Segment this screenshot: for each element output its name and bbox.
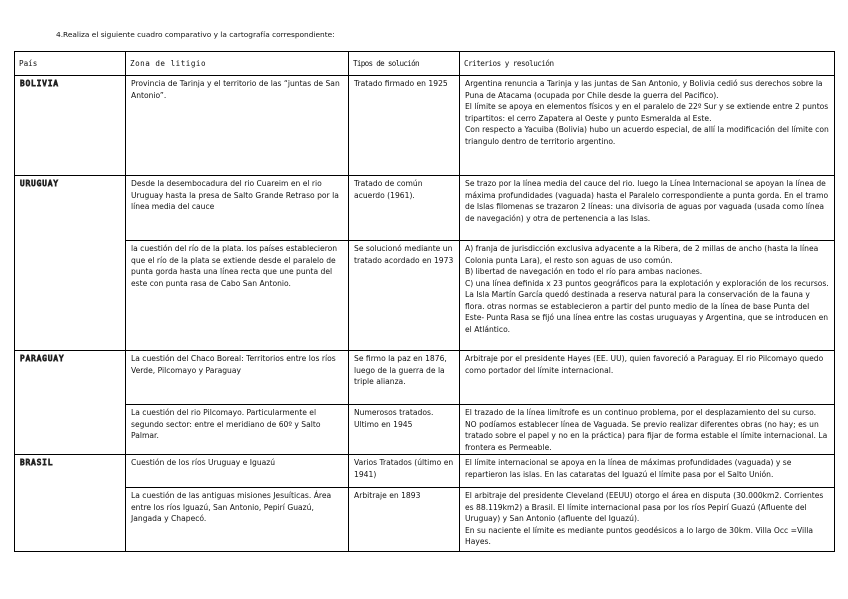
zona-cell: La cuestión del Chaco Boreal: Territorios entre los ríos Verde, Pilcomayo y Paraguay [126,351,349,405]
country-bolivia: BOLIVIA [15,76,126,176]
criterio-paragraph: El arbitraje del presidente Cleveland (EEUU) otorgo el área en disputa (30.000km2. Corrientes es 88.119km2) a Brasil. El límite internacional pasa por los ríos Pepirí Guazú (Afluente del Uruguay) y San Antonio (afluente del Iguazú). [465,491,824,523]
zona-cell: Desde la desembocadura del rio Cuareim en el rio Uruguay hasta la presa de Salto Grande Retraso por la línea media del cauce [126,176,349,241]
country-uruguay: URUGUAY [15,176,126,351]
table-row-uruguay-2 [15,241,835,351]
criterio-paragraph: Con respecto a Yacuiba (Bolivia) hubo un acuerdo especial, de allí la modificación del límite con triangulo dentro de territorio argentino. [465,125,829,146]
zona-cell: la cuestión del río de la plata. los países establecieron que el río de la plata se extiende desde el paralelo de punta gorda hasta una línea recta que une punta del este con punta rasa de Cabo San Antonio. [126,241,349,351]
criterios-cell: Arbitraje por el presidente Hayes (EE. UU), quien favoreció a Paraguay. El rio Pilcomayo quedo como portador del límite internacional. [460,351,835,405]
criterio-paragraph: En su naciente el límite es mediante puntos geodésicos a lo largo de 30km. Villa Occ =Villa Hayes. [465,525,813,546]
tipo-cell: Se solucionó mediante un tratado acordado en 1973 [349,241,460,351]
tipo-cell: Varios Tratados (último en 1941) [349,455,460,488]
instruction-text: 4.Realiza el siguiente cuadro comparativo y la cartografía correspondiente: [56,30,335,39]
header-tipos-solucion: Tipos de solución [349,52,460,76]
header-row [15,52,835,76]
header-zona-litigio: Zona de litigio [126,52,349,76]
criterio-paragraph: C) una línea definida x 23 puntos geográficos para la explotación y exploración de los recursos. La Isla Martín García quedó destinada a reserva natural para la conservación de la fauna y flora. otras normas se establecieron a partir del punto medio de la línea de base Punta del Este- Punta Rasa se fijó una línea entre las costas uruguayas y Argentina, que se introducen en el Atlántico. [465,278,829,334]
zona-cell: La cuestión de las antiguas misiones Jesuíticas. Área entre los ríos Iguazú, San Antonio, Pepirí Guazú, Jangada y Chapecó. [126,488,349,552]
criterio-paragraph: El límite se apoya en elementos físicos y en el paralelo de 22º Sur y se extiende entre 2 puntos tripartitos: el cerro Zapatera al Oeste y punto Esmeralda al Este. [465,102,829,123]
tipo-cell: Tratado de común acuerdo (1961). [349,176,460,241]
tipo-cell: Tratado firmado en 1925 [349,76,460,176]
table-row-uruguay-1 [15,176,835,241]
header-criterios: Criterios y resolución [460,52,835,76]
criterios-cell: El trazado de la línea limítrofe es un continuo problema, por el desplazamiento del su curso. NO podíamos establecer línea de Vaguada. Se previo realizar diferentes obras (no hay; es un tratado sobre el papel y no en la práctica) para fijar de forma estable el límite internacional. La frontera es Permeable. [460,405,835,455]
country-paraguay: PARAGUAY [15,351,126,455]
criterios-cell: El límite internacional se apoya en la línea de máximas profundidades (vaguada) y se repartieron las islas. En las cataratas del Iguazú el límite pasa por el Salto Unión. [460,455,835,488]
criterios-cell [460,241,835,351]
table-row-paraguay-2 [15,405,835,455]
tipo-cell: Arbitraje en 1893 [349,488,460,552]
criterio-paragraph: A) franja de jurisdicción exclusiva adyacente a la Ribera, de 2 millas de ancho (hasta la línea Colonia punta Lara), el resto son aguas de uso común. [465,244,819,265]
header-pais: País [15,52,126,76]
table-row-brasil-2 [15,488,835,552]
comparison-table [14,51,835,552]
criterios-cell: Se trazo por la línea media del cauce del rio. luego la Línea Internacional se apoyan la línea de máxima profundidades (vaguada) hasta el Paralelo correspondiente a punta gorda. En el tramo de Islas filomenas se trazaron 2 líneas: una divisoria de aguas por vaguada (usada como línea de navegación) y otra de pertenencia a las Islas. [460,176,835,241]
table-row-brasil-1 [15,455,835,488]
zona-cell: Cuestión de los ríos Uruguay e Iguazú [126,455,349,488]
criterio-paragraph: Argentina renuncia a Tarinja y las juntas de San Antonio, y Bolivia cedió sus derechos sobre la Puna de Atacama (ocupada por Chile desde la guerra del Pacifico). [465,79,823,100]
table-row-paraguay-1 [15,351,835,405]
zona-cell: Provincia de Tarinja y el territorio de las “juntas de San Antonio”. [126,76,349,176]
criterio-paragraph: B) libertad de navegación en todo el río para ambas naciones. [465,267,703,276]
criterios-cell [460,76,835,176]
tipo-cell: Se firmo la paz en 1876, luego de la guerra de la triple alianza. [349,351,460,405]
criterios-cell [460,488,835,552]
tipo-cell: Numerosos tratados. Ultimo en 1945 [349,405,460,455]
country-brasil: BRASIL [15,455,126,552]
table-row-bolivia [15,76,835,176]
zona-cell: La cuestión del rio Pilcomayo. Particularmente el segundo sector: entre el meridiano de 60º y Salto Palmar. [126,405,349,455]
